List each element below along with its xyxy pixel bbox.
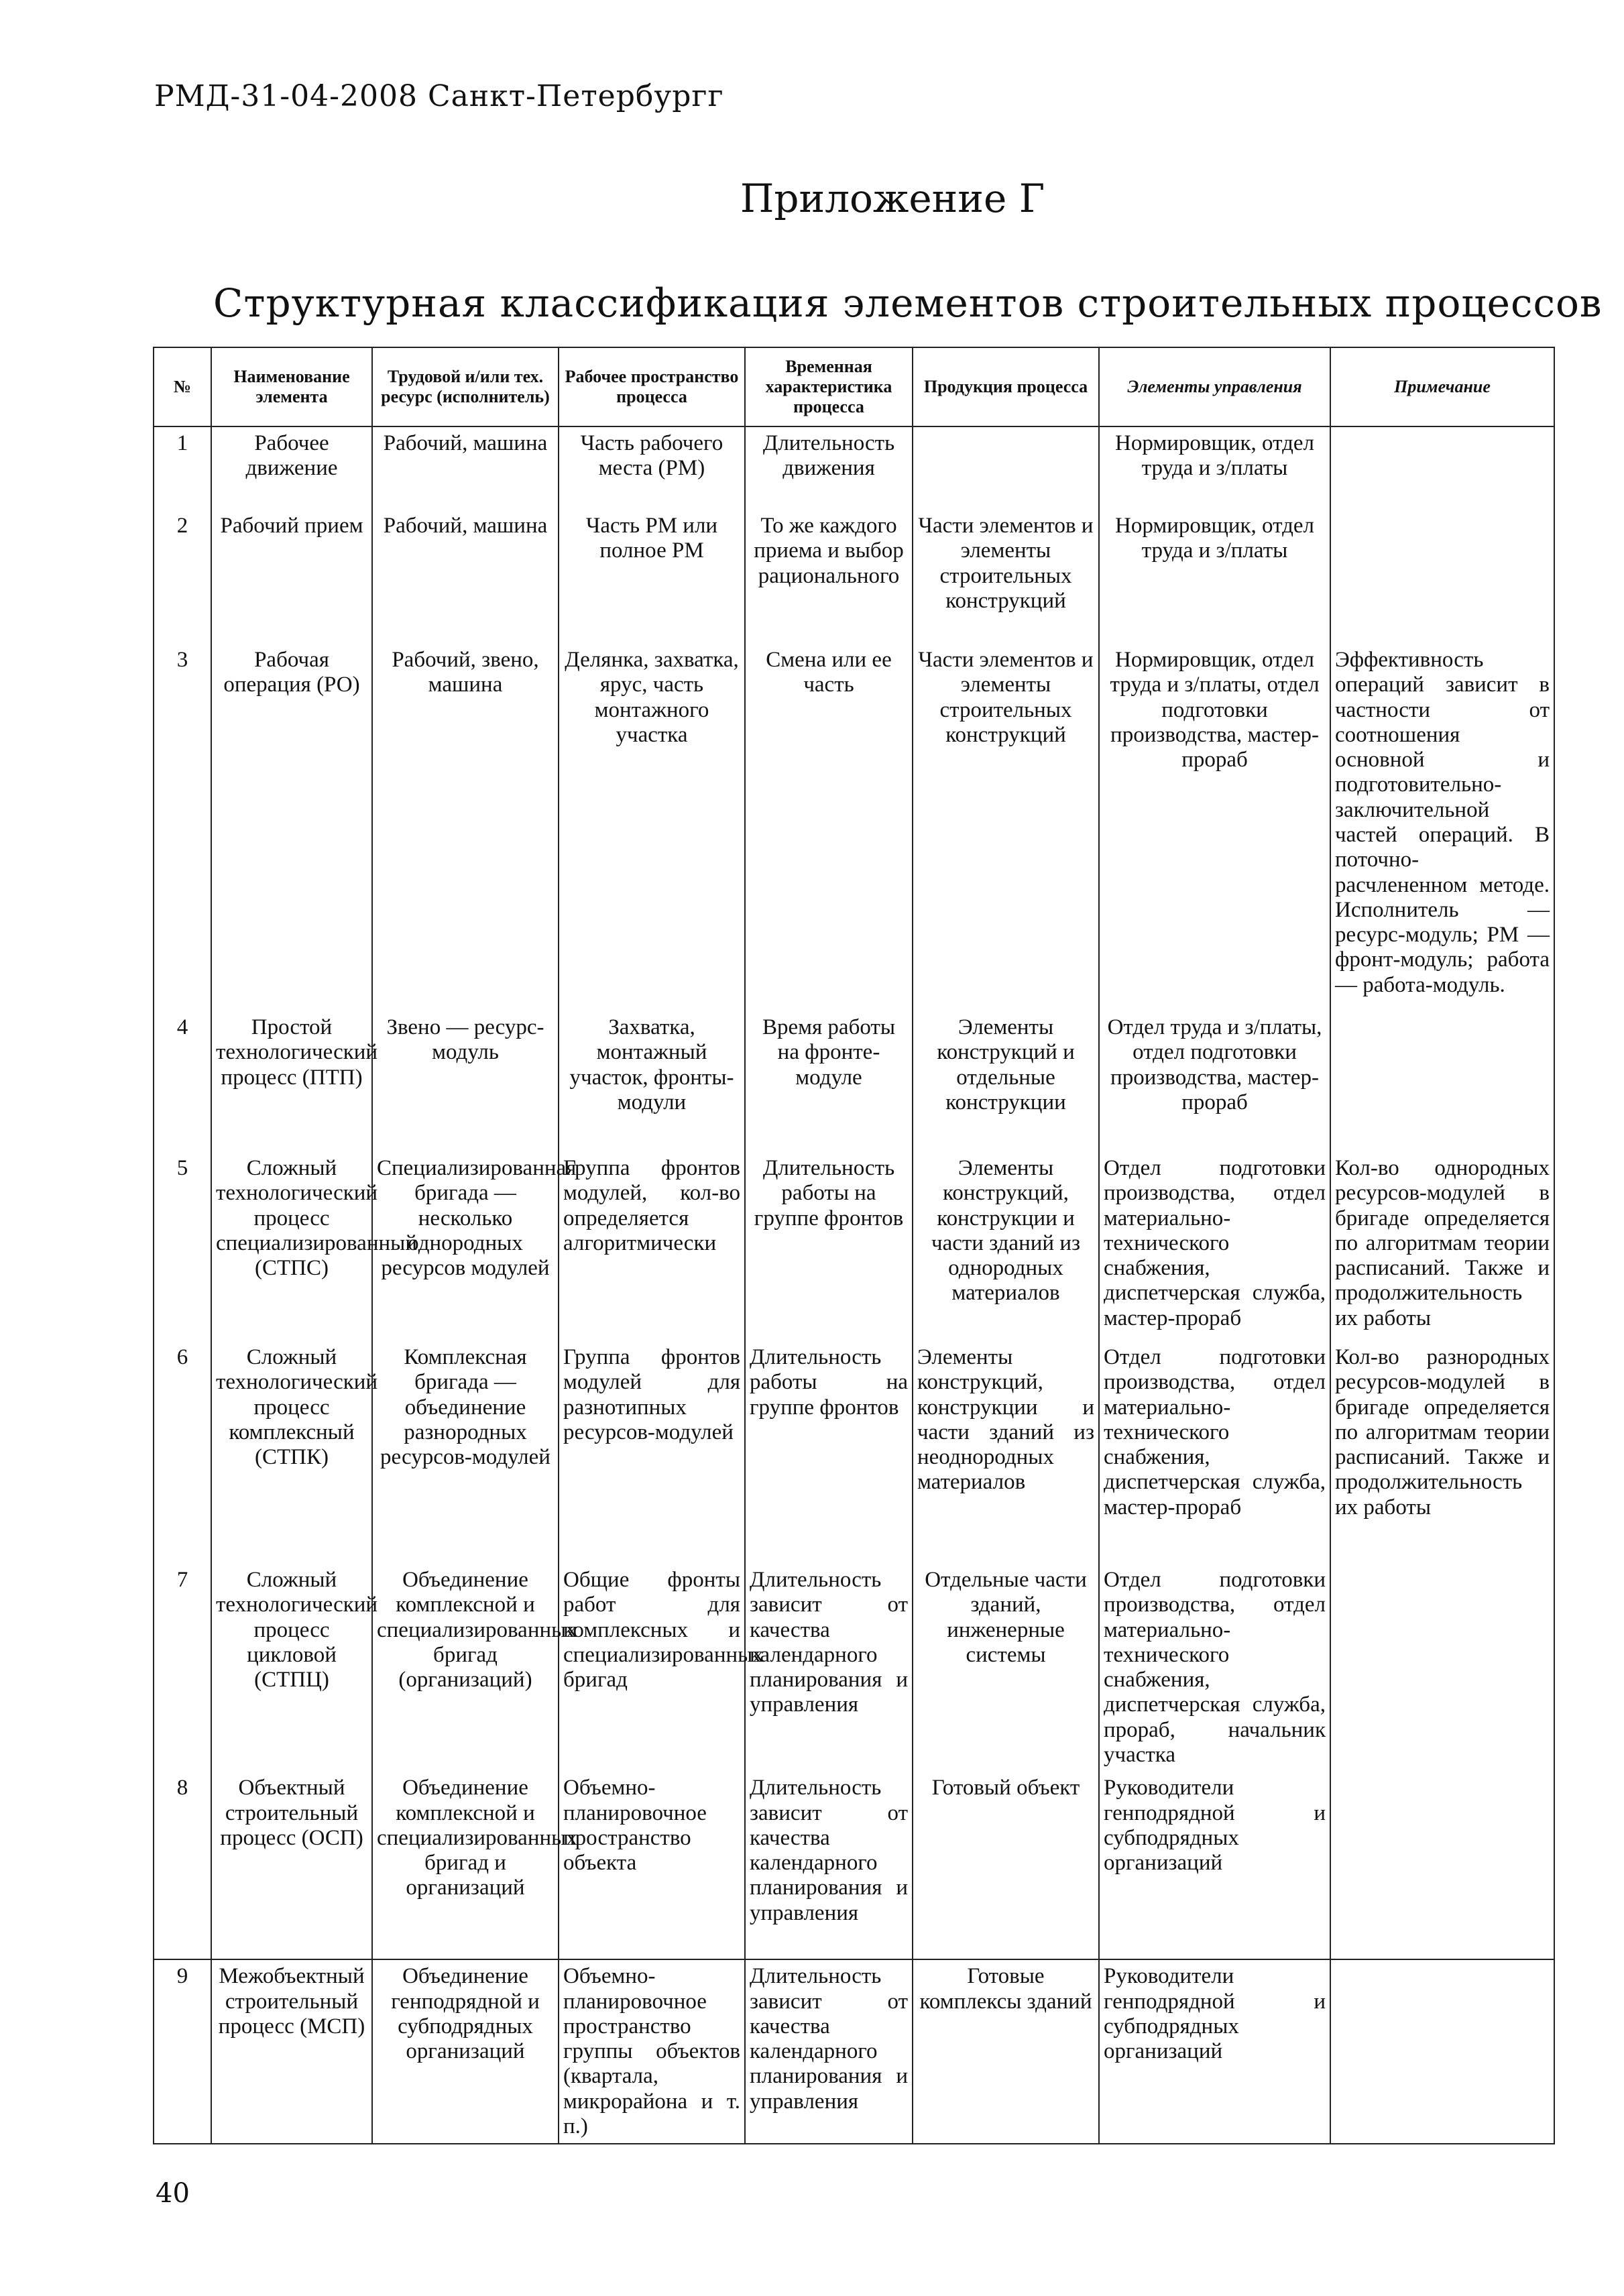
row-number: 4: [154, 1011, 211, 1152]
table-header-row: [154, 347, 1554, 426]
column-header: Временная характеристика процесса: [745, 347, 913, 426]
column-header: Наименование элемента: [211, 347, 372, 426]
space-cell: Объемно-планировочное пространство группы объектов (квартала, микрорайона и т. п.): [559, 1959, 745, 2144]
element-name: Рабочее движение: [211, 426, 372, 510]
element-name: Межобъектный строительный процесс (МСП): [211, 1959, 372, 2144]
time-cell: Длительность зависит от качества календарного планирования и управления: [745, 1959, 913, 2144]
space-cell: Часть РМ или полное РМ: [559, 510, 745, 644]
control-cell: Нормировщик, отдел труда и з/платы: [1099, 510, 1330, 644]
table-row: [154, 510, 1554, 644]
element-name: Сложный технологический процесс цикловой (СТПЦ): [211, 1564, 372, 1772]
resource-cell: Объединение комплексной и специализированных бригад (организаций): [372, 1564, 559, 1772]
element-name: Сложный технологический процесс специализированный (СТПС): [211, 1152, 372, 1341]
row-number: 2: [154, 510, 211, 644]
appendix-title: Приложение Г: [740, 176, 1045, 221]
time-cell: Длительность движения: [745, 426, 913, 510]
table-row: [154, 1152, 1554, 1341]
document-title: Структурная классификация элементов строительных процессов: [213, 280, 1603, 326]
space-cell: Часть рабочего места (РМ): [559, 426, 745, 510]
space-cell: Группа фронтов модулей, кол-во определяется алгоритмически: [559, 1152, 745, 1341]
row-number: 9: [154, 1959, 211, 2144]
table-row: [154, 1959, 1554, 2144]
element-name: Простой технологический процесс (ПТП): [211, 1011, 372, 1152]
note-cell: Кол-во разнородных ресурсов-модулей в бригаде определяется по алгоритмам теории расписаний. Также и продолжительность их работы: [1330, 1341, 1554, 1564]
table-row: [154, 1564, 1554, 1772]
element-name: Рабочий прием: [211, 510, 372, 644]
time-cell: Длительность работы на группе фронтов: [745, 1152, 913, 1341]
control-cell: Нормировщик, отдел труда и з/платы: [1099, 426, 1330, 510]
running-header: РМД-31-04-2008 Санкт-Петербургг: [154, 79, 724, 113]
row-number: 6: [154, 1341, 211, 1564]
space-cell: Группа фронтов модулей для разнотипных ресурсов-модулей: [559, 1341, 745, 1564]
product-cell: Элементы конструкций, конструкции и части зданий из неоднородных материалов: [913, 1341, 1099, 1564]
product-cell: Готовые комплексы зданий: [913, 1959, 1099, 2144]
row-number: 1: [154, 426, 211, 510]
space-cell: Захватка, монтажный участок, фронты-модули: [559, 1011, 745, 1152]
note-cell: [1330, 510, 1554, 644]
row-number: 3: [154, 644, 211, 1011]
resource-cell: Рабочий, машина: [372, 426, 559, 510]
time-cell: Смена или ее часть: [745, 644, 913, 1011]
control-cell: Отдел подготовки производства, отдел материально-технического снабжения, диспетчерская служба, мастер-прораб: [1099, 1341, 1330, 1564]
column-header: Трудовой и/или тех. ресурс (исполнитель): [372, 347, 559, 426]
note-cell: [1330, 1959, 1554, 2144]
note-cell: Эффективность операций зависит в частности от соотношения основной и подготовительно-заключительной частей операций. В поточно-расчлененном методе. Исполнитель — ресурс-модуль; РМ — фронт-модуль; работа — работа-модуль.: [1330, 644, 1554, 1011]
note-cell: [1330, 426, 1554, 510]
time-cell: То же каждого приема и выбор рационального: [745, 510, 913, 644]
table-row: [154, 1341, 1554, 1564]
table-row: [154, 426, 1554, 510]
control-cell: Отдел труда и з/платы, отдел подготовки производства, мастер-прораб: [1099, 1011, 1330, 1152]
space-cell: Делянка, захватка, ярус, часть монтажного участка: [559, 644, 745, 1011]
element-name: Объектный строительный процесс (ОСП): [211, 1772, 372, 1959]
control-cell: Отдел подготовки производства, отдел материально-технического снабжения, диспетчерская служба, прораб, начальник участка: [1099, 1564, 1330, 1772]
row-number: 7: [154, 1564, 211, 1772]
time-cell: Длительность зависит от качества календарного планирования и управления: [745, 1772, 913, 1959]
table-row: [154, 1011, 1554, 1152]
product-cell: Части элементов и элементы строительных конструкций: [913, 510, 1099, 644]
control-cell: Нормировщик, отдел труда и з/платы, отдел подготовки производства, мастер-прораб: [1099, 644, 1330, 1011]
space-cell: Объемно-планировочное пространство объекта: [559, 1772, 745, 1959]
product-cell: Отдельные части зданий, инженерные системы: [913, 1564, 1099, 1772]
product-cell: Части элементов и элементы строительных конструкций: [913, 644, 1099, 1011]
time-cell: Время работы на фронте-модуле: [745, 1011, 913, 1152]
column-header: Рабочее пространство процесса: [559, 347, 745, 426]
resource-cell: Объединение комплексной и специализированных бригад и организаций: [372, 1772, 559, 1959]
product-cell: [913, 426, 1099, 510]
resource-cell: Специализированная бригада — несколько однородных ресурсов модулей: [372, 1152, 559, 1341]
column-header: Элементы управления: [1099, 347, 1330, 426]
resource-cell: Рабочий, машина: [372, 510, 559, 644]
time-cell: Длительность работы на группе фронтов: [745, 1341, 913, 1564]
resource-cell: Рабочий, звено, машина: [372, 644, 559, 1011]
note-cell: [1330, 1772, 1554, 1959]
product-cell: Элементы конструкций и отдельные конструкции: [913, 1011, 1099, 1152]
element-name: Сложный технологический процесс комплексный (СТПК): [211, 1341, 372, 1564]
note-cell: [1330, 1011, 1554, 1152]
page-number: 40: [156, 2178, 190, 2209]
control-cell: Руководители генподрядной и субподрядных организаций: [1099, 1959, 1330, 2144]
control-cell: Отдел подготовки производства, отдел материально-технического снабжения, диспетчерская служба, мастер-прораб: [1099, 1152, 1330, 1341]
resource-cell: Звено — ресурс-модуль: [372, 1011, 559, 1152]
table-row: [154, 1772, 1554, 1959]
note-cell: Кол-во однородных ресурсов-модулей в бригаде определяется по алгоритмам теории расписаний. Также и продолжительность их работы: [1330, 1152, 1554, 1341]
row-number: 5: [154, 1152, 211, 1341]
resource-cell: Объединение генподрядной и субподрядных организаций: [372, 1959, 559, 2144]
column-header: №: [154, 347, 211, 426]
product-cell: Элементы конструкций, конструкции и части зданий из однородных материалов: [913, 1152, 1099, 1341]
table-row: [154, 644, 1554, 1011]
product-cell: Готовый объект: [913, 1772, 1099, 1959]
time-cell: Длительность зависит от качества календарного планирования и управления: [745, 1564, 913, 1772]
note-cell: [1330, 1564, 1554, 1772]
row-number: 8: [154, 1772, 211, 1959]
resource-cell: Комплексная бригада — объединение разнородных ресурсов-модулей: [372, 1341, 559, 1564]
classification-table: [153, 347, 1555, 2144]
control-cell: Руководители генподрядной и субподрядных организаций: [1099, 1772, 1330, 1959]
column-header: Продукция процесса: [913, 347, 1099, 426]
column-header: Примечание: [1330, 347, 1554, 426]
element-name: Рабочая операция (РО): [211, 644, 372, 1011]
space-cell: Общие фронты работ для комплексных и специализированных бригад: [559, 1564, 745, 1772]
